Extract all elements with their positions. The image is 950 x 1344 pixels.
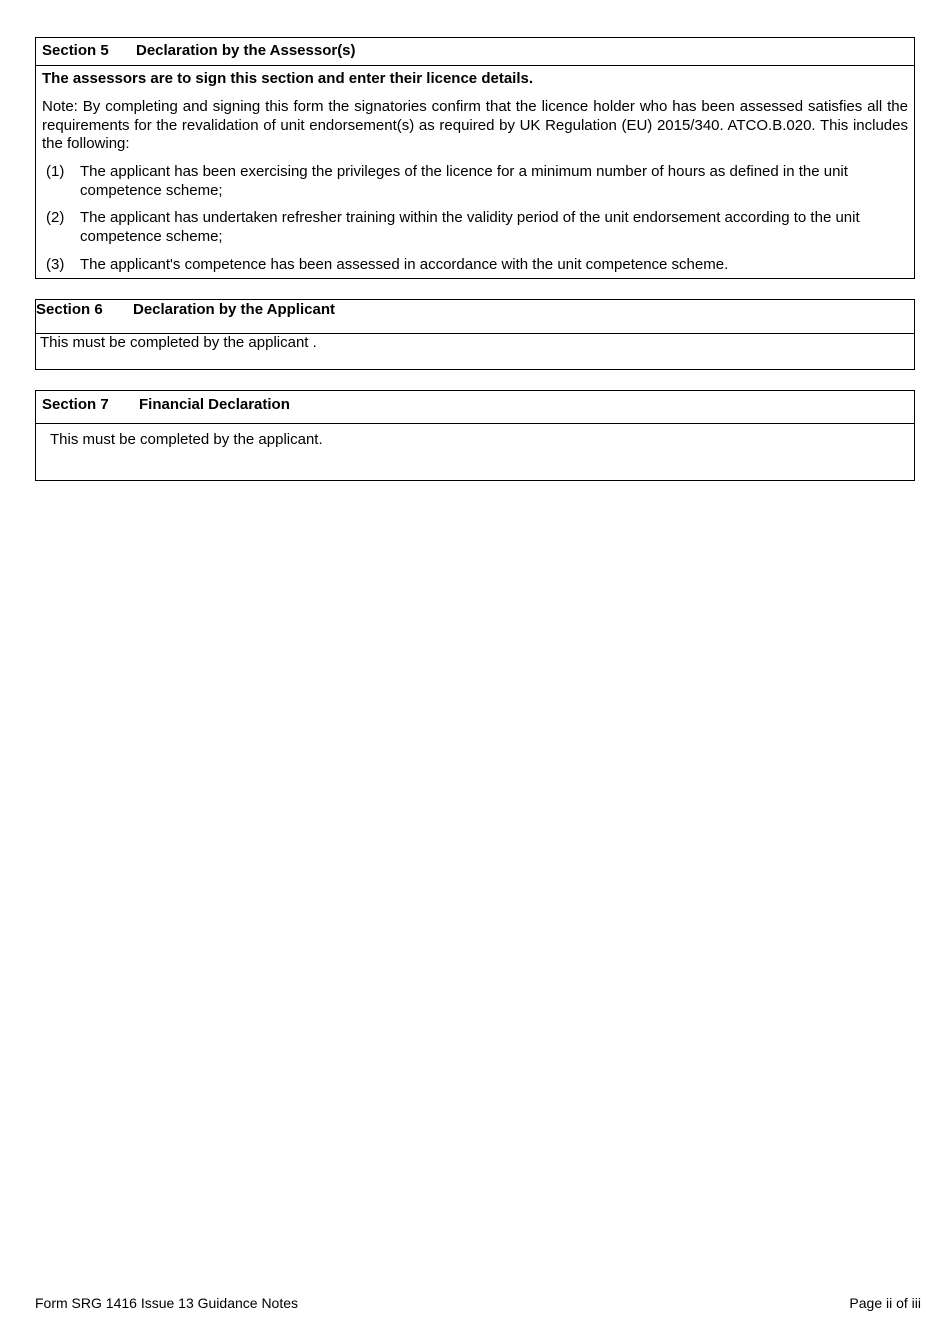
list-item (42, 209, 908, 246)
list-item-marker: (3) (46, 256, 65, 273)
section-5-box (35, 37, 915, 279)
section-5-title: Declaration by the Assessor(s) (136, 42, 356, 59)
section-7-number: Section 7 (42, 396, 109, 413)
list-item (42, 256, 908, 275)
list-item-text: The applicant's competence has been assessed in accordance with the unit competence scheme. (80, 256, 729, 273)
section-6-header (36, 300, 914, 334)
footer-form-id: Form SRG 1416 Issue 13 Guidance Notes (35, 1295, 299, 1311)
section-6-title: Declaration by the Applicant (133, 301, 335, 318)
list-item-text: The applicant has been exercising the privileges of the licence for a minimum number of hours as defined in the unit competence scheme; (80, 163, 848, 199)
footer-page-number: Page ii of iii (849, 1295, 921, 1311)
section-6-number: Section 6 (36, 301, 103, 318)
section-5-number: Section 5 (42, 42, 109, 59)
list-item (42, 163, 908, 200)
section-6-body: This must be completed by the applicant . (40, 334, 317, 351)
section-6-box (35, 299, 915, 370)
section-7-header (36, 391, 914, 424)
section-7-box (35, 390, 915, 481)
section-7-body: This must be completed by the applicant. (50, 431, 323, 448)
section-5-note: Note: By completing and signing this form the signatories confirm that the licence holder who has been assessed satisfies all the requirements for the revalidation of unit endorsement(s) as required by UK Regulation (EU) 2015/340. ATCO.B.020. This includes the following: (42, 98, 908, 152)
section-7-title: Financial Declaration (139, 396, 290, 413)
section-5-instruction: The assessors are to sign this section and enter their licence details. (42, 70, 534, 87)
list-item-marker: (1) (46, 163, 65, 180)
list-item-marker: (2) (46, 209, 65, 226)
list-item-text: The applicant has undertaken refresher training within the validity period of the unit endorsement according to the unit competence scheme; (80, 209, 860, 245)
section-5-header (36, 38, 914, 66)
